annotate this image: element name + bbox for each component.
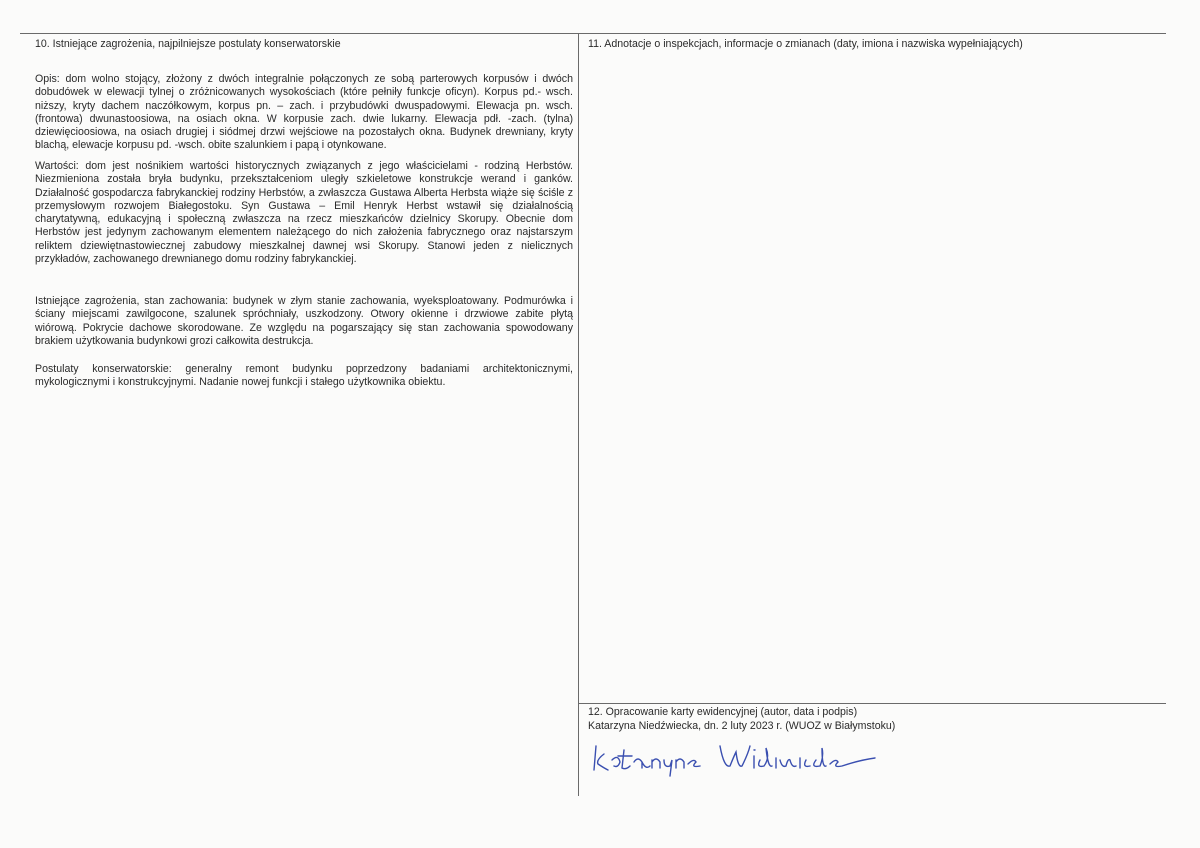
conservation-postulates-paragraph: Postulaty konserwatorskie: generalny remont budynku poprzedzony badaniami architektonicznymi, mykologicznymi i konstrukcyjnymi. Nadanie nowej funkcji i stałego użytkownika obiektu. [35,363,573,389]
values-paragraph: Wartości: dom jest nośnikiem wartości historycznych związanych z jego właścicielami - rodziną Herbstów. Niezmieniona została bryła budynku, przekształceniom uległy szkieletowe konstrukcje werand i ganków. Działalność gospodarcza fabrykanckiej rodziny Herbstów, a zwłaszcza Gustawa Alberta Herbsta wiąże się ściśle z przemysłowym rozwojem Białegostoku. Syn Gustawa – Emil Henryk Herbst wstawił się działalnością charytatywną, edukacyjną i społeczną zwłaszcza na rzecz mieszkańców dzielnicy Skorupy. Obecnie dom Herbstów jest jedynym zachowanym elementem należącego do nich założenia fabrycznego oraz najstarszym reliktem dziewiętnastowiecznej zabudowy mieszkalnej dawnej wsi Skorupy. Stanowi jeden z nielicznych przykładów, zachowanego drewnianego domu rodziny fabrykanckiej. [35,160,573,266]
column-divider [578,33,579,796]
threats-paragraph: Istniejące zagrożenia, stan zachowania: budynek w złym stanie zachowania, wyeksploatowany. Podmurówka i ściany miejscami zawilgocone, szalunek spróchniały, uszkodzony. Otwory okienne i drzwiowe zabite płytą wiórową. Pokrycie dachowe skorodowane. Ze względu na pogarszający się stan zachowania spowodowany brakiem użytkowania budynkowi grozi całkowita destrukcja. [35,295,573,347]
section10-heading: 10. Istniejące zagrożenia, najpilniejsze postulaty konserwatorskie [35,38,341,50]
section12-heading: 12. Opracowanie karty ewidencyjnej (autor, data i podpis) [588,706,858,718]
top-rule [20,33,1166,34]
author-line: Katarzyna Niedźwiecka, dn. 2 luty 2023 r. (WUOZ w Białymstoku) [588,720,896,732]
description-paragraph: Opis: dom wolno stojący, złożony z dwóch integralnie połączonych ze sobą parterowych korpusów i dwóch dobudówek w elewacji tylnej o zróżnicowanych wysokościach (które pełniły funkcje oficyn). Korpus pd.- wsch. niższy, kryty dachem naczółkowym, korpus pn. – zach. i przybudówki dwuspadowymi. Elewacja pn. wsch. (frontowa) dwunastoosiowa, na osiach okna. W korpusie zach. dwie lukarny. Elewacja pdł. -zach. (tylna) dziewięcioosiowa, na osiach drugiej i siódmej drzwi wejściowe na pozostałych okna. Budynek drewniany, kryty blachą, elewacje korpusu pd. -wsch. obite szalunkiem i papą i otynkowane. [35,73,573,152]
section12-rule [578,703,1166,704]
handwritten-signature [590,738,880,781]
section11-heading: 11. Adnotacje o inspekcjach, informacje o zmianach (daty, imiona i nazwiska wypełniających) [588,38,1023,50]
